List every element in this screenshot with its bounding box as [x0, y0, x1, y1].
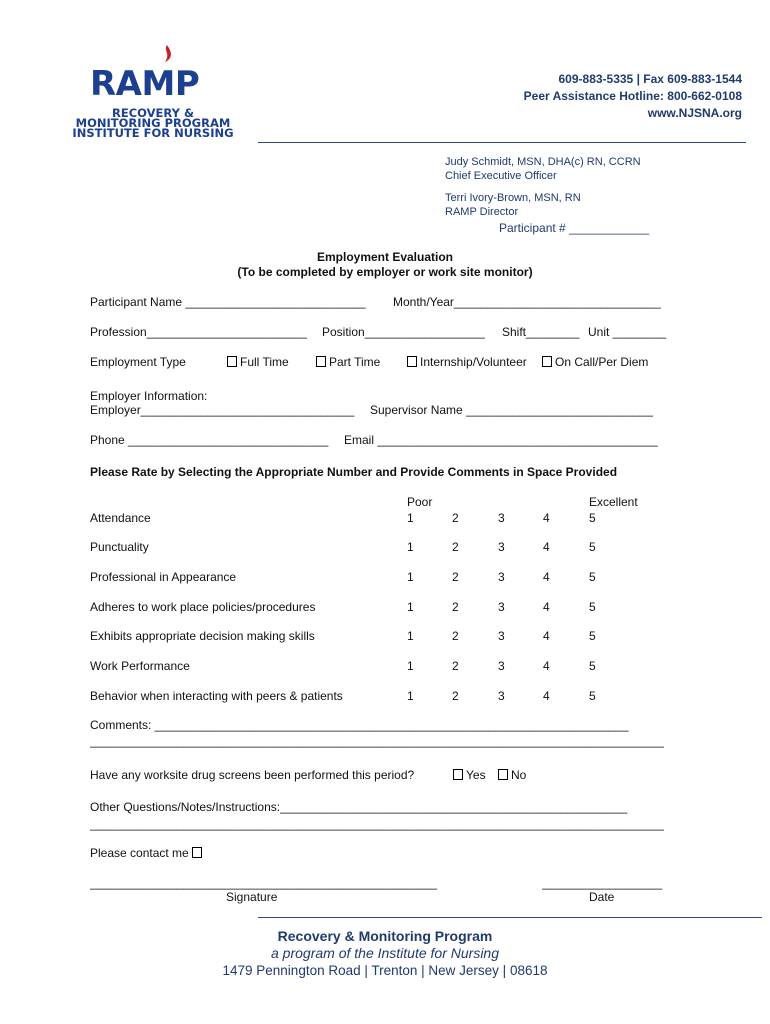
signature-label: Signature — [226, 890, 278, 904]
footer-address: 1479 Pennington Road | Trenton | New Jersey | 08618 — [222, 963, 548, 978]
director-title: RAMP Director — [445, 206, 519, 218]
rating-option-1[interactable]: 1 — [407, 629, 414, 643]
rating-option-4[interactable]: 4 — [543, 600, 550, 614]
rating-option-4[interactable]: 4 — [543, 659, 550, 673]
rating-criterion-label: Behavior when interacting with peers & patients — [90, 689, 343, 703]
logo-line-3: INSTITUTE FOR NURSING — [72, 126, 234, 140]
rating-option-1[interactable]: 1 — [407, 511, 414, 525]
option-label: No — [511, 768, 527, 782]
rating-option-2[interactable]: 2 — [452, 659, 459, 673]
contact-phone-fax: 609-883-5335 | Fax 609-883-1544 — [558, 72, 742, 86]
shift-field[interactable]: Shift________ — [502, 325, 580, 339]
date-label: Date — [589, 890, 615, 904]
flame-icon — [160, 44, 174, 64]
employer-info-label: Employer Information: — [90, 389, 208, 403]
drug-screen-question: Have any worksite drug screens been performed this period? — [90, 768, 415, 782]
unit-field[interactable]: Unit ________ — [588, 325, 667, 339]
contact-hotline: Peer Assistance Hotline: 800-662-0108 — [523, 89, 742, 103]
rating-option-3[interactable]: 3 — [498, 540, 505, 554]
checkbox-icon[interactable] — [542, 356, 552, 367]
form-subtitle: (To be completed by employer or work site monitor) — [237, 265, 533, 279]
participant-number-field[interactable]: Participant # ____________ — [499, 221, 650, 235]
rating-option-2[interactable]: 2 — [452, 629, 459, 643]
logo-line-2: MONITORING PROGRAM — [75, 116, 231, 130]
rating-option-3[interactable]: 3 — [498, 629, 505, 643]
footer-org: Recovery & Monitoring Program — [277, 928, 493, 944]
rating-criterion-label: Punctuality — [90, 540, 149, 554]
checkbox-icon[interactable] — [316, 356, 326, 367]
employment-type-full-time[interactable] — [227, 355, 289, 369]
option-label: Full Time — [240, 355, 289, 369]
rating-option-2[interactable]: 2 — [452, 540, 459, 554]
checkbox-icon[interactable] — [498, 769, 508, 780]
month-year-field[interactable]: Month/Year_______________________________ — [393, 295, 661, 309]
rating-option-3[interactable]: 3 — [498, 570, 505, 584]
rating-option-5[interactable]: 5 — [589, 511, 596, 525]
employment-type-on-call[interactable] — [542, 355, 648, 369]
rating-option-2[interactable]: 2 — [452, 570, 459, 584]
rating-option-4[interactable]: 4 — [543, 540, 550, 554]
other-questions-line-2[interactable]: ______________________________________________________________________________________ — [90, 817, 664, 831]
ceo-name: Judy Schmidt, MSN, DHA(c) RN, CCRN — [445, 156, 641, 168]
contact-me-option[interactable] — [90, 846, 205, 860]
rating-criterion-label: Work Performance — [90, 659, 190, 673]
rating-option-4[interactable]: 4 — [543, 511, 550, 525]
rating-option-2[interactable]: 2 — [452, 689, 459, 703]
option-label: Please contact me — [90, 846, 189, 860]
rating-option-1[interactable]: 1 — [407, 570, 414, 584]
comments-field-line-2[interactable]: ______________________________________________________________________________________ — [90, 734, 664, 748]
option-label: Internship/Volunteer — [420, 355, 527, 369]
rating-criterion-label: Adheres to work place policies/procedures — [90, 600, 316, 614]
rating-option-2[interactable]: 2 — [452, 600, 459, 614]
employment-type-label: Employment Type — [90, 355, 186, 369]
director-name: Terri Ivory-Brown, MSN, RN — [445, 192, 581, 204]
scale-low-label: Poor — [407, 495, 433, 509]
employer-field[interactable]: Employer________________________________ — [90, 403, 355, 417]
rating-option-1[interactable]: 1 — [407, 659, 414, 673]
rating-criterion-label: Professional in Appearance — [90, 570, 237, 584]
rating-option-5[interactable]: 5 — [589, 540, 596, 554]
footer-tagline: a program of the Institute for Nursing — [271, 945, 499, 961]
rating-option-5[interactable]: 5 — [589, 659, 596, 673]
rating-instructions: Please Rate by Selecting the Appropriate Number and Provide Comments in Space Provided — [90, 465, 618, 479]
rating-option-4[interactable]: 4 — [543, 689, 550, 703]
employment-type-internship[interactable] — [407, 355, 527, 369]
email-field[interactable]: Email __________________________________________ — [344, 433, 658, 447]
rating-option-5[interactable]: 5 — [589, 629, 596, 643]
participant-name-field[interactable]: Participant Name ___________________________ — [90, 295, 366, 309]
logo-line-1: RECOVERY & — [112, 106, 194, 120]
position-field[interactable]: Position__________________ — [322, 325, 485, 339]
rating-option-4[interactable]: 4 — [543, 629, 550, 643]
checkbox-icon[interactable] — [407, 356, 417, 367]
rating-criterion-label: Attendance — [90, 511, 151, 525]
date-line[interactable]: __________________ — [542, 876, 663, 890]
checkbox-icon[interactable] — [453, 769, 463, 780]
signature-line[interactable]: ____________________________________________________ — [90, 876, 438, 890]
checkbox-icon[interactable] — [192, 847, 202, 858]
option-label: Yes — [466, 768, 486, 782]
phone-field[interactable]: Phone ______________________________ — [90, 433, 329, 447]
rating-option-5[interactable]: 5 — [589, 600, 596, 614]
header-divider — [258, 142, 746, 143]
rating-option-3[interactable]: 3 — [498, 689, 505, 703]
option-label: On Call/Per Diem — [555, 355, 649, 369]
checkbox-icon[interactable] — [227, 356, 237, 367]
form-title: Employment Evaluation — [316, 250, 454, 264]
rating-option-3[interactable]: 3 — [498, 600, 505, 614]
rating-option-5[interactable]: 5 — [589, 689, 596, 703]
rating-option-1[interactable]: 1 — [407, 600, 414, 614]
rating-option-3[interactable]: 3 — [498, 511, 505, 525]
drug-screen-yes[interactable] — [453, 768, 486, 782]
option-label: Part Time — [329, 355, 381, 369]
rating-option-5[interactable]: 5 — [589, 570, 596, 584]
comments-field[interactable]: Comments: _______________________________________________________________________ — [90, 718, 629, 732]
rating-option-1[interactable]: 1 — [407, 540, 414, 554]
contact-website[interactable]: www.NJSNA.org — [647, 106, 742, 120]
scale-high-label: Excellent — [589, 495, 638, 509]
ramp-logo — [54, 42, 252, 140]
other-questions-field[interactable]: Other Questions/Notes/Instructions:____________________________________________________ — [90, 800, 628, 814]
ceo-title: Chief Executive Officer — [445, 170, 557, 182]
profession-field[interactable]: Profession________________________ — [90, 325, 307, 339]
rating-option-3[interactable]: 3 — [498, 659, 505, 673]
supervisor-field[interactable]: Supervisor Name ____________________________ — [370, 403, 653, 417]
drug-screen-no[interactable] — [498, 768, 526, 782]
rating-criterion-label: Exhibits appropriate decision making skills — [90, 629, 315, 643]
footer-divider — [258, 917, 762, 918]
rating-option-1[interactable]: 1 — [407, 689, 414, 703]
rating-option-2[interactable]: 2 — [452, 511, 459, 525]
employment-type-part-time[interactable] — [316, 355, 380, 369]
logo-wordmark: RAMP — [90, 64, 200, 104]
rating-option-4[interactable]: 4 — [543, 570, 550, 584]
